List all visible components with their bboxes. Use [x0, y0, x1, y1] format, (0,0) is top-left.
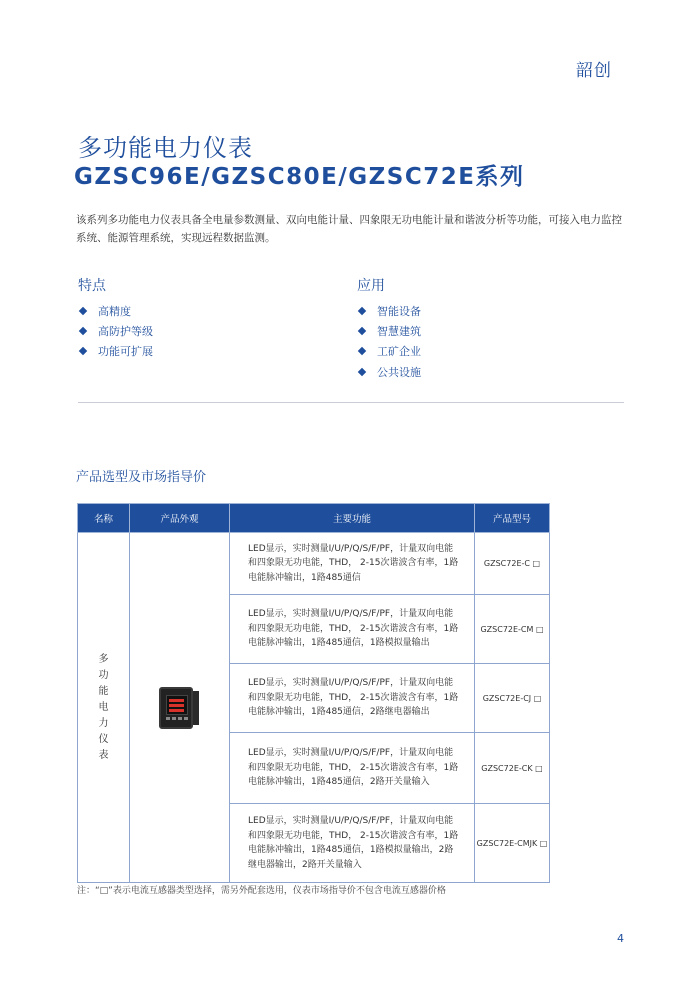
- application-item: 公共设施: [359, 364, 421, 380]
- diamond-bullet-icon: [358, 368, 366, 376]
- application-item: 智慧建筑: [359, 323, 421, 339]
- header-model: 产品型号: [475, 504, 550, 533]
- model-cell: GZSC72E-C □: [475, 533, 550, 595]
- page-title: 多功能电力仪表: [78, 134, 253, 162]
- table-row: [78, 533, 550, 595]
- series-title: GZSC96E/GZSC80E/GZSC72E系列: [74, 164, 525, 190]
- table-title: 产品选型及市场指导价: [76, 470, 207, 485]
- features-heading: 特点: [78, 278, 106, 294]
- applications-heading: 应用: [357, 278, 385, 294]
- footnote: 注：“□”表示电流互感器类型选择，需另外配套选用，仪表市场指导价不包含电流互感器价格: [77, 886, 446, 896]
- product-table: [77, 503, 550, 883]
- feature-item: 功能可扩展: [80, 343, 153, 359]
- model-cell: GZSC72E-CM □: [475, 595, 550, 664]
- function-cell: LED显示，实时测量I/U/P/Q/S/F/PF，计量双向电能和四象限无功电能，THD， 2-15次谐波含有率，1路电能脉冲输出，1路485通信，2路继电器输出: [230, 664, 475, 733]
- diamond-bullet-icon: [358, 307, 366, 315]
- function-cell: LED显示，实时测量I/U/P/Q/S/F/PF，计量双向电能和四象限无功电能，THD， 2-15次谐波含有率，1路电能脉冲输出，1路485通信，1路模拟量输出: [230, 595, 475, 664]
- function-cell: LED显示，实时测量I/U/P/Q/S/F/PF，计量双向电能和四象限无功电能，THD， 2-15次谐波含有率，1路电能脉冲输出，1路485通信，1路模拟量输出，2路继电器输出，2路开关量输入: [230, 804, 475, 883]
- model-cell: GZSC72E-CMJK □: [475, 804, 550, 883]
- header-name: 名称: [78, 504, 130, 533]
- product-image-cell: [130, 533, 230, 883]
- section-divider: [78, 402, 624, 403]
- table-header-row: [78, 504, 550, 533]
- model-cell: GZSC72E-CJ □: [475, 664, 550, 733]
- header-function: 主要功能: [230, 504, 475, 533]
- model-cell: GZSC72E-CK □: [475, 733, 550, 804]
- power-meter-image: [159, 687, 201, 729]
- product-name-cell: 多 功 能 电 力 仪 表: [78, 533, 130, 883]
- feature-item: 高防护等级: [80, 323, 153, 339]
- application-item: 工矿企业: [359, 343, 421, 359]
- diamond-bullet-icon: [79, 347, 87, 355]
- application-item: 智能设备: [359, 303, 421, 319]
- page-number: 4: [617, 932, 624, 945]
- diamond-bullet-icon: [79, 307, 87, 315]
- intro-paragraph: 该系列多功能电力仪表具备全电量参数测量、双向电能计量、四象限无功电能计量和谐波分析等功能，可接入电力监控系统、能源管理系统，实现远程数据监测。: [76, 214, 622, 244]
- brand-logo-text: 韶创: [576, 61, 612, 81]
- diamond-bullet-icon: [79, 327, 87, 335]
- function-cell: LED显示，实时测量I/U/P/Q/S/F/PF，计量双向电能和四象限无功电能，THD， 2-15次谐波含有率，1路电能脉冲输出，1路485通信，2路开关量输入: [230, 733, 475, 804]
- function-cell: LED显示，实时测量I/U/P/Q/S/F/PF，计量双向电能和四象限无功电能，THD， 2-15次谐波含有率，1路电能脉冲输出，1路485通信: [230, 533, 475, 595]
- header-appearance: 产品外观: [130, 504, 230, 533]
- diamond-bullet-icon: [358, 327, 366, 335]
- feature-item: 高精度: [80, 303, 131, 319]
- diamond-bullet-icon: [358, 347, 366, 355]
